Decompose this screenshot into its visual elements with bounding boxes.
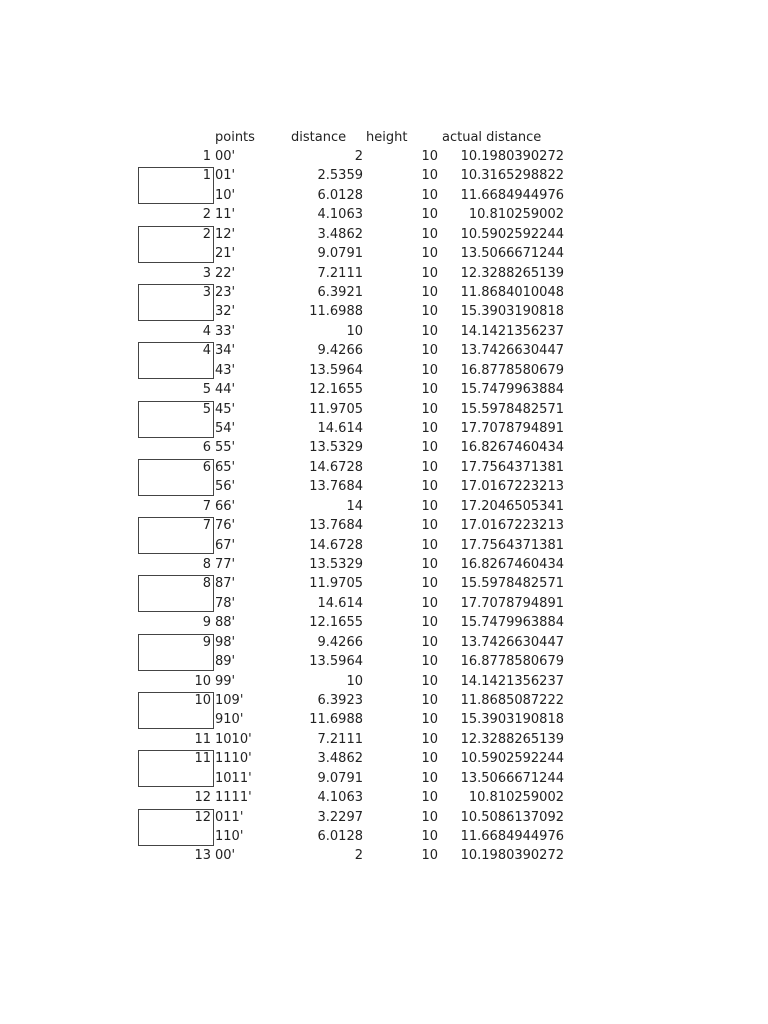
cell-distance: 11.9705 [309, 576, 363, 592]
cell-point: 88' [215, 615, 236, 631]
cell-index [140, 594, 211, 613]
cell-index: 4 [202, 343, 211, 359]
cell-actual-distance: 16.8267460434 [460, 440, 564, 456]
cell-point: 1110' [215, 751, 252, 767]
cell-distance: 6.3923 [317, 693, 363, 709]
cell-distance: 13.7684 [309, 518, 363, 534]
cell-distance: 12.1655 [309, 382, 363, 398]
cell-height: 10 [421, 595, 438, 611]
cell-point: 22' [215, 265, 236, 281]
cell-point: 23' [215, 285, 236, 300]
header-points: points [215, 130, 255, 145]
cell-index: 11 [194, 751, 211, 767]
cell-distance: 6.0128 [317, 187, 363, 203]
cell-height: 10 [421, 809, 438, 825]
cell-height: 10 [421, 246, 438, 262]
cell-height: 10 [421, 187, 438, 203]
cell-index [140, 302, 211, 321]
cell-actual-distance: 15.5978482571 [460, 401, 564, 417]
cell-distance: 13.7684 [309, 479, 363, 495]
cell-height: 10 [421, 323, 438, 339]
cell-distance: 3.4862 [317, 751, 363, 767]
cell-point: 89' [215, 654, 236, 670]
cell-distance: 9.0791 [317, 770, 363, 786]
cell-point: 77' [215, 557, 236, 573]
cell-point: 66' [215, 498, 236, 514]
cell-actual-distance: 17.7564371381 [460, 459, 564, 475]
cell-actual-distance: 11.6684944976 [460, 187, 564, 203]
cell-index: 5 [202, 401, 211, 417]
cell-distance: 10 [346, 323, 363, 339]
cell-index: 8 [202, 557, 211, 573]
cell-point: 00' [215, 848, 236, 864]
cell-height: 10 [421, 615, 438, 631]
cell-actual-distance: 14.1421356237 [460, 323, 564, 339]
cell-index [140, 769, 211, 788]
cell-actual-distance: 15.3903190818 [460, 304, 564, 320]
cell-index: 10 [194, 693, 211, 709]
cell-distance: 7.2111 [317, 265, 363, 281]
cell-distance: 6.3921 [317, 285, 363, 300]
cell-actual-distance: 10.5902592244 [460, 226, 564, 242]
cell-height: 10 [421, 401, 438, 417]
cell-actual-distance: 17.2046505341 [460, 498, 564, 514]
cell-distance: 9.4266 [317, 634, 363, 650]
cell-actual-distance: 17.7564371381 [460, 537, 564, 553]
cell-point: 65' [215, 459, 236, 475]
cell-point: 43' [215, 362, 236, 378]
cell-point: 67' [215, 537, 236, 553]
cell-distance: 10 [346, 673, 363, 689]
cell-index: 12 [194, 790, 211, 806]
cell-height: 10 [421, 362, 438, 378]
cell-actual-distance: 10.3165298822 [460, 168, 564, 184]
cell-height: 10 [421, 207, 438, 223]
cell-point: 33' [215, 323, 236, 339]
cell-actual-distance: 16.8267460434 [460, 557, 564, 573]
cell-index: 10 [194, 673, 211, 689]
cell-index [140, 710, 211, 729]
cell-index: 7 [202, 498, 211, 514]
cell-index [140, 652, 211, 671]
cell-point: 34' [215, 343, 236, 359]
cell-distance: 14.614 [317, 421, 363, 437]
cell-index [140, 419, 211, 438]
cell-index: 9 [202, 634, 211, 650]
cell-index [140, 361, 211, 380]
cell-point: 99' [215, 673, 236, 689]
cell-distance: 14 [346, 498, 363, 514]
cell-point: 98' [215, 634, 236, 650]
cell-actual-distance: 17.7078794891 [460, 595, 564, 611]
cell-actual-distance: 11.8685087222 [460, 693, 564, 709]
cell-actual-distance: 17.0167223213 [460, 518, 564, 534]
cell-height: 10 [421, 518, 438, 534]
cell-height: 10 [421, 848, 438, 864]
cell-actual-distance: 12.3288265139 [460, 265, 564, 281]
cell-index [140, 536, 211, 555]
cell-distance: 13.5329 [309, 557, 363, 573]
cell-distance: 12.1655 [309, 615, 363, 631]
header-height: height [366, 130, 408, 145]
cell-distance: 13.5964 [309, 654, 363, 670]
cell-distance: 11.6988 [309, 304, 363, 320]
cell-index: 1 [202, 149, 211, 164]
cell-point: 011' [215, 809, 244, 825]
cell-index [140, 477, 211, 496]
cell-point: 1011' [215, 770, 252, 786]
cell-index: 11 [194, 731, 211, 747]
cell-point: 12' [215, 226, 236, 242]
cell-distance: 14.614 [317, 595, 363, 611]
cell-actual-distance: 15.5978482571 [460, 576, 564, 592]
header-distance: distance [291, 130, 347, 145]
cell-actual-distance: 15.7479963884 [460, 615, 564, 631]
cell-height: 10 [421, 304, 438, 320]
cell-height: 10 [421, 770, 438, 786]
cell-point: 109' [215, 693, 244, 709]
cell-index: 12 [194, 809, 211, 825]
cell-height: 10 [421, 479, 438, 495]
cell-actual-distance: 10.1980390272 [460, 848, 564, 864]
cell-index: 2 [202, 207, 211, 223]
cell-point: 32' [215, 304, 236, 320]
cell-index [140, 186, 211, 205]
cell-index: 3 [202, 265, 211, 281]
cell-actual-distance: 13.7426630447 [460, 634, 564, 650]
cell-index: 1 [202, 168, 211, 184]
cell-actual-distance: 15.7479963884 [460, 382, 564, 398]
cell-distance: 2 [354, 848, 363, 864]
cell-height: 10 [421, 265, 438, 281]
cell-actual-distance: 16.8778580679 [460, 362, 564, 378]
cell-height: 10 [421, 673, 438, 689]
cell-distance: 3.4862 [317, 226, 363, 242]
cell-height: 10 [421, 421, 438, 437]
cell-point: 110' [215, 829, 244, 845]
cell-actual-distance: 11.6684944976 [460, 829, 564, 845]
cell-distance: 14.6728 [309, 459, 363, 475]
cell-actual-distance: 13.5066671244 [460, 246, 564, 262]
cell-height: 10 [421, 790, 438, 806]
cell-height: 10 [421, 149, 438, 164]
cell-height: 10 [421, 829, 438, 845]
cell-index: 4 [202, 323, 211, 339]
cell-actual-distance: 10.810259002 [468, 790, 564, 806]
cell-height: 10 [421, 731, 438, 747]
cell-index: 6 [202, 440, 211, 456]
cell-actual-distance: 13.7426630447 [460, 343, 564, 359]
cell-distance: 14.6728 [309, 537, 363, 553]
cell-actual-distance: 10.5086137092 [460, 809, 564, 825]
cell-point: 910' [215, 712, 244, 728]
cell-index: 2 [202, 226, 211, 242]
cell-actual-distance: 16.8778580679 [460, 654, 564, 670]
cell-height: 10 [421, 498, 438, 514]
cell-point: 1010' [215, 731, 252, 747]
header-actual-distance: actual distance [442, 130, 542, 145]
cell-point: 45' [215, 401, 236, 417]
cell-distance: 9.4266 [317, 343, 363, 359]
cell-index [140, 827, 211, 846]
cell-height: 10 [421, 459, 438, 475]
cell-height: 10 [421, 440, 438, 456]
cell-distance: 4.1063 [317, 790, 363, 806]
cell-height: 10 [421, 168, 438, 184]
cell-index: 3 [202, 285, 211, 300]
cell-height: 10 [421, 654, 438, 670]
cell-height: 10 [421, 751, 438, 767]
cell-actual-distance: 11.8684010048 [460, 285, 564, 300]
cell-actual-distance: 10.5902592244 [460, 751, 564, 767]
cell-height: 10 [421, 634, 438, 650]
cell-actual-distance: 17.0167223213 [460, 479, 564, 495]
cell-distance: 6.0128 [317, 829, 363, 845]
cell-distance: 7.2111 [317, 731, 363, 747]
cell-distance: 2 [354, 149, 363, 164]
cell-distance: 3.2297 [317, 809, 363, 825]
cell-distance: 13.5964 [309, 362, 363, 378]
cell-height: 10 [421, 343, 438, 359]
cell-point: 78' [215, 595, 236, 611]
cell-distance: 11.6988 [309, 712, 363, 728]
cell-height: 10 [421, 285, 438, 300]
cell-point: 55' [215, 440, 236, 456]
cell-index: 9 [202, 615, 211, 631]
cell-height: 10 [421, 382, 438, 398]
cell-point: 87' [215, 576, 236, 592]
cell-actual-distance: 10.810259002 [468, 207, 564, 223]
cell-distance: 4.1063 [317, 207, 363, 223]
cell-point: 76' [215, 518, 236, 534]
cell-actual-distance: 12.3288265139 [460, 731, 564, 747]
cell-point: 10' [215, 187, 236, 203]
cell-distance: 11.9705 [309, 401, 363, 417]
cell-point: 01' [215, 168, 236, 184]
cell-distance: 2.5359 [317, 168, 363, 184]
cell-height: 10 [421, 537, 438, 553]
cell-index: 6 [202, 459, 211, 475]
cell-actual-distance: 17.7078794891 [460, 421, 564, 437]
cell-point: 11' [215, 207, 236, 223]
cell-index: 8 [202, 576, 211, 592]
cell-distance: 9.0791 [317, 246, 363, 262]
cell-height: 10 [421, 693, 438, 709]
cell-height: 10 [421, 557, 438, 573]
cell-index: 5 [202, 382, 211, 398]
cell-actual-distance: 13.5066671244 [460, 770, 564, 786]
cell-point: 1111' [215, 790, 252, 806]
cell-actual-distance: 10.1980390272 [460, 149, 564, 164]
cell-point: 44' [215, 382, 236, 398]
cell-height: 10 [421, 712, 438, 728]
cell-point: 54' [215, 421, 236, 437]
cell-height: 10 [421, 576, 438, 592]
cell-point: 56' [215, 479, 236, 495]
cell-distance: 13.5329 [309, 440, 363, 456]
cell-actual-distance: 15.3903190818 [460, 712, 564, 728]
cell-actual-distance: 14.1421356237 [460, 673, 564, 689]
cell-index: 7 [202, 518, 211, 534]
cell-index: 13 [194, 848, 211, 864]
cell-index [140, 244, 211, 263]
cell-point: 00' [215, 149, 236, 164]
cell-point: 21' [215, 246, 236, 262]
cell-height: 10 [421, 226, 438, 242]
